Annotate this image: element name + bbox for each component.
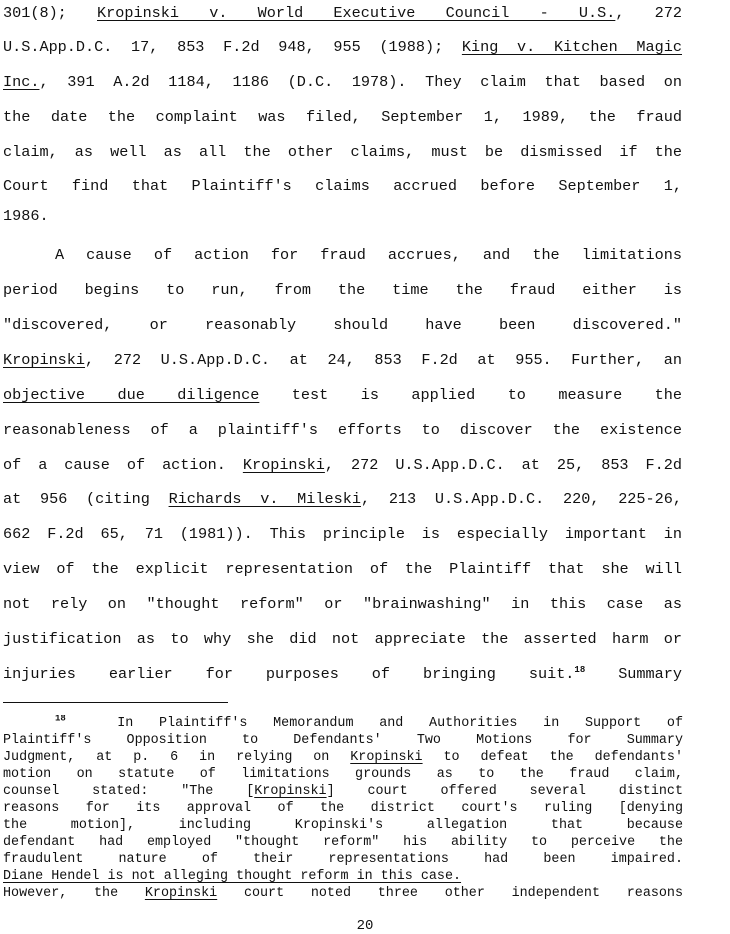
body-text: test is applied to measure the <box>259 386 682 404</box>
case-name-king-cont: Inc. <box>3 73 40 91</box>
footnote-line-10: Diane Hendel is not alleging thought reform in this case. <box>3 869 462 884</box>
body-text: of a cause of action. <box>3 456 243 474</box>
footnote-line-5 <box>3 783 683 800</box>
body-line-18: not rely on "thought reform" or "brainwashing" in this case as <box>3 595 682 613</box>
body-line-13: reasonableness of a plaintiff's efforts to discover the existence <box>3 421 682 439</box>
footnote-reference: 18 <box>574 664 586 675</box>
footnote-line-9: fraudulent nature of their representations had been impaired. <box>3 852 683 867</box>
body-line-14 <box>3 455 682 475</box>
body-line-15 <box>3 489 682 509</box>
body-line-11 <box>3 350 682 370</box>
citation-text: , 391 A.2d 1184, 1186 (D.C. 1978). They claim that based on <box>39 73 682 91</box>
citation-text: U.S.App.D.C. 17, 853 F.2d 948, 955 (1988); <box>3 38 462 56</box>
body-line-8: A cause of action for fraud accrues, and the limitations <box>55 246 682 264</box>
body-line-19: justification as to why she did not appreciate the asserted harm or <box>3 630 682 648</box>
footnote-text: to defeat the defendants' <box>422 750 683 765</box>
body-line-9: period begins to run, from the time the fraud either is <box>3 281 682 299</box>
body-line-2 <box>3 37 682 57</box>
citation-text: 301(8); <box>3 4 97 22</box>
page-number: 20 <box>356 918 374 934</box>
citation-text: , 213 U.S.App.D.C. 220, 225-26, <box>360 490 682 508</box>
citation-text: , 272 U.S.App.D.C. at 24, 853 F.2d at 955. Further, an <box>85 351 682 369</box>
underlined-term: objective due diligence <box>3 386 260 404</box>
case-name-kropinski: Kropinski v. World Executive Council - U.S. <box>97 4 616 22</box>
body-line-17: view of the explicit representation of the Plaintiff that she will <box>3 560 682 578</box>
body-line-6: Court find that Plaintiff's claims accrued before September 1, <box>3 177 682 195</box>
footnote-text: In Plaintiff's Memorandum and Authorities in Support of <box>117 716 683 731</box>
body-line-7: 1986. <box>3 207 49 225</box>
case-name-king: King v. Kitchen Magic <box>461 38 682 56</box>
body-line-10: "discovered, or reasonably should have been discovered." <box>3 316 682 334</box>
footnote-marker: 18 <box>55 715 66 724</box>
citation-text: , 272 U.S.App.D.C. at 25, 853 F.2d <box>324 456 682 474</box>
footnote-text: counsel stated: "The [ <box>3 784 255 799</box>
case-name-kropinski: Kropinski <box>350 750 423 765</box>
footnote-line-3 <box>3 749 683 766</box>
citation-text: , 272 <box>615 4 682 22</box>
footnote-line-6: reasons for its approval of the district court's ruling [denying <box>3 801 683 816</box>
footnote-line-2: Plaintiff's Opposition to Defendants' Two Motions for Summary <box>3 733 683 748</box>
body-text: Summary <box>585 665 682 683</box>
body-line-12 <box>3 385 682 405</box>
footnote-line-11 <box>3 885 683 902</box>
body-text: at 956 (citing <box>3 490 169 508</box>
case-name-kropinski: Kropinski <box>254 784 327 799</box>
body-line-16: 662 F.2d 65, 71 (1981)). This principle is especially important in <box>3 525 682 543</box>
footnote-text: Judgment, at p. 6 in relying on <box>3 750 351 765</box>
footnote-text: However, the <box>3 886 145 901</box>
case-name-kropinski: Kropinski <box>3 351 86 369</box>
body-line-20 <box>3 664 682 684</box>
footnote-text: court noted three other independent reasons <box>217 886 683 901</box>
footnote-separator <box>3 702 228 703</box>
footnote-line-7: the motion], including Kropinski's allegation that because <box>3 818 683 833</box>
footnote-text: ] court offered several distinct <box>326 784 683 799</box>
body-line-4: the date the complaint was filed, September 1, 1989, the fraud <box>3 108 682 126</box>
footnote-line-1 <box>3 715 683 732</box>
case-name-kropinski: Kropinski <box>242 456 325 474</box>
body-line-5: claim, as well as all the other claims, must be dismissed if the <box>3 143 682 161</box>
footnote-line-8: defendant had employed "thought reform" his ability to perceive the <box>3 835 683 850</box>
body-line-1 <box>3 3 682 23</box>
footnote-line-4: motion on statute of limitations grounds as to the fraud claim, <box>3 767 683 782</box>
case-name-kropinski: Kropinski <box>144 886 218 901</box>
body-text: injuries earlier for purposes of bringing suit. <box>3 665 575 683</box>
case-name-richards: Richards v. Mileski <box>168 490 361 508</box>
body-line-3 <box>3 72 682 92</box>
